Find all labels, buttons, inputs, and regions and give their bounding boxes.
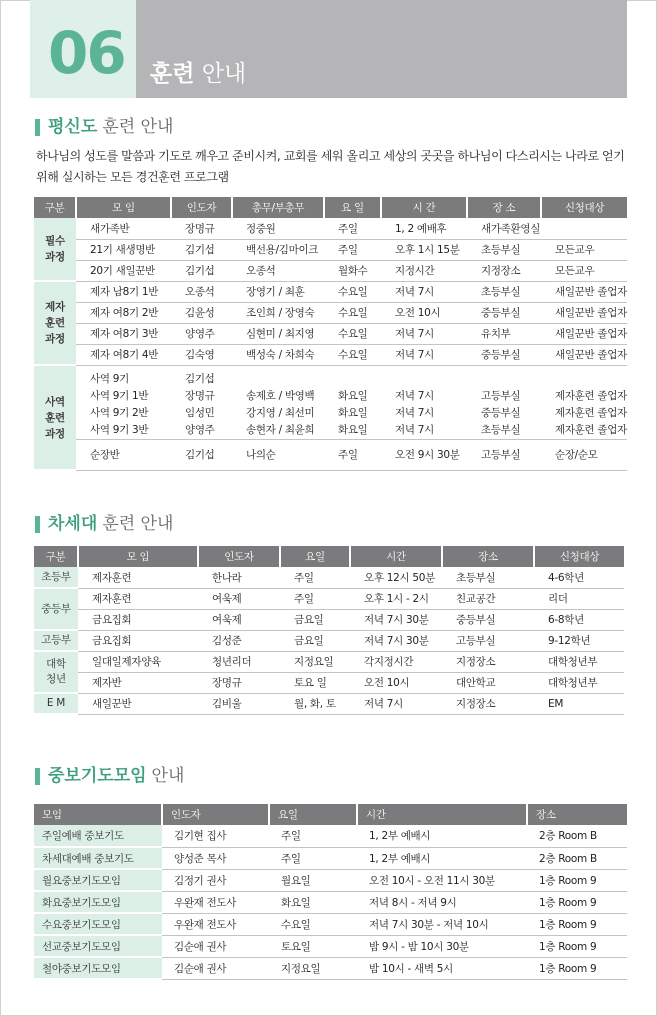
table-cell [541, 218, 627, 239]
table-cell: 청년리더 [198, 651, 280, 672]
category-cell: 사역 훈련 과정 [34, 365, 76, 470]
table-cell: 백선용/김마이크 [232, 239, 324, 260]
table-row [34, 439, 627, 470]
table-cell: 대안학교 [442, 672, 534, 693]
section3-title-rest: 안내 [151, 766, 185, 786]
table-cell: 사역 9기 사역 9기 1반 사역 9기 2반 사역 9기 3반 [76, 365, 171, 439]
table-cell: 오종석 [171, 281, 232, 302]
table-cell: 대학청년부 [534, 672, 624, 693]
section1-title [35, 116, 173, 138]
table-cell: 새일꾼반 졸업자 [541, 281, 627, 302]
table-cell: 여욱제 [198, 609, 280, 630]
table-cell: EM [534, 693, 624, 714]
section3-title-highlight: 중보기도모임 [48, 766, 147, 786]
table-header-row [34, 804, 627, 825]
table-cell: 오전 10시 [381, 302, 467, 323]
table-cell: 제자훈련 졸업자 제자훈련 졸업자 제자훈련 졸업자 [541, 365, 627, 439]
table-cell: 월, 화, 토 [280, 693, 350, 714]
table-cell: 고등부실 [442, 630, 534, 651]
column-header: 인도자 [162, 804, 269, 825]
column-header: 모 임 [78, 546, 198, 567]
table-cell: 수요일 [269, 913, 357, 935]
meeting-name-cell: 주일예배 중보기도 [34, 825, 162, 847]
table-cell: 저녁 7시 저녁 7시 저녁 7시 [381, 365, 467, 439]
table-cell: 금요집회 [78, 609, 198, 630]
table-cell: 장영기 / 최훈 [232, 281, 324, 302]
column-header: 요 일 [324, 197, 381, 218]
table-row [34, 260, 627, 281]
table-row [34, 693, 624, 714]
table-cell: 백성숙 / 차희숙 [232, 344, 324, 365]
table-row [34, 302, 627, 323]
table-cell: 6-8학년 [534, 609, 624, 630]
table-cell: 저녁 7시 30분 [350, 630, 442, 651]
table-cell: 모든교우 [541, 239, 627, 260]
section1-intro: 하나님의 성도를 말씀과 기도로 깨우고 준비시켜, 교회를 세워 올리고 세상의 곳곳을 하나님이 다스리시는 나라로 얻기 위해 실시하는 모든 경건훈련 프로그램 [36, 149, 625, 184]
table-cell: 밤 9시 - 밤 10시 30분 [357, 935, 527, 957]
table-cell: 저녁 7시 [381, 323, 467, 344]
table-cell: 1층 Room 9 [527, 935, 627, 957]
table-cell: 제자훈련 [78, 588, 198, 609]
table-cell: 주일 [280, 567, 350, 588]
table-cell: 저녁 8시 - 저녁 9시 [357, 891, 527, 913]
table-cell: 새일꾼반 졸업자 [541, 323, 627, 344]
table-cell: 저녁 7시 30분 [350, 609, 442, 630]
table-cell: 우완재 전도사 [162, 913, 269, 935]
category-cell: 제자 훈련 과정 [34, 281, 76, 365]
table-cell: 제자 여8기 2반 [76, 302, 171, 323]
meeting-name-cell: 선교중보기도모임 [34, 935, 162, 957]
table-cell: 김기섭 [171, 439, 232, 470]
table-row [34, 609, 624, 630]
table-cell: 고등부실 중등부실 초등부실 [467, 365, 541, 439]
table-cell: 오전 10시 [350, 672, 442, 693]
table-cell: 월요일 [269, 869, 357, 891]
table-row [34, 588, 624, 609]
table-cell: 토요일 [269, 935, 357, 957]
table-cell: 중등부실 [467, 344, 541, 365]
table-row [34, 567, 624, 588]
table-cell: 금요일 [280, 630, 350, 651]
column-header: 모임 [34, 804, 162, 825]
column-header: 시간 [350, 546, 442, 567]
table-cell: 지정장소 [442, 651, 534, 672]
category-cell: 초등부 [34, 567, 78, 588]
table-cell: 대학청년부 [534, 651, 624, 672]
table-cell: 화요일 화요일 화요일 [324, 365, 381, 439]
table-cell: 수요일 [324, 344, 381, 365]
table-row [34, 239, 627, 260]
table-header-row [34, 197, 627, 218]
table-cell: 각지정시간 [350, 651, 442, 672]
table-cell: 송제호 / 박영백 강지영 / 최선미 송현자 / 최윤희 [232, 365, 324, 439]
lay-training-table [34, 197, 627, 471]
intercessory-prayer-table [34, 804, 627, 980]
section3-title [35, 765, 184, 787]
table-cell: 김기섭 [171, 260, 232, 281]
table-cell: 여욱제 [198, 588, 280, 609]
column-header: 요일 [269, 804, 357, 825]
column-header: 장소 [527, 804, 627, 825]
table-cell: 중등부실 [467, 302, 541, 323]
table-cell: 4-6학년 [534, 567, 624, 588]
table-cell: 김기섭 장명규 임성민 양영주 [171, 365, 232, 439]
table-cell: 저녁 7시 [381, 344, 467, 365]
table-cell: 새일꾼반 졸업자 [541, 344, 627, 365]
table-cell: 주일 [269, 825, 357, 847]
table-cell: 조인희 / 장영숙 [232, 302, 324, 323]
table-header-row [34, 546, 624, 567]
header-number: 06 [48, 19, 125, 87]
table-cell: 금요집회 [78, 630, 198, 651]
category-cell: E M [34, 693, 78, 714]
table-cell: 새가족반 [76, 218, 171, 239]
table-cell: 김숙영 [171, 344, 232, 365]
table-cell: 주일 [269, 847, 357, 869]
table-cell: 나의순 [232, 439, 324, 470]
table-cell: 김성준 [198, 630, 280, 651]
table-cell: 김윤성 [171, 302, 232, 323]
table-cell: 1층 Room 9 [527, 957, 627, 979]
category-cell: 중등부 [34, 588, 78, 630]
table-cell: 양영주 [171, 323, 232, 344]
table-cell: 장명규 [171, 218, 232, 239]
table-row [34, 869, 627, 891]
table-cell: 정중원 [232, 218, 324, 239]
table-cell: 김기섭 [171, 239, 232, 260]
table-cell: 오후 12시 50분 [350, 567, 442, 588]
category-cell: 대학 청년 [34, 651, 78, 693]
table-cell: 오전 9시 30분 [381, 439, 467, 470]
table-cell: 유치부 [467, 323, 541, 344]
table-row [34, 825, 627, 847]
table-cell: 새일꾼반 [78, 693, 198, 714]
table-cell: 제자 남8기 1반 [76, 281, 171, 302]
column-header: 시 간 [381, 197, 467, 218]
category-cell: 고등부 [34, 630, 78, 651]
table-cell: 월화수 [324, 260, 381, 281]
table-cell: 지정요일 [269, 957, 357, 979]
section1-title-rest: 훈련 안내 [102, 117, 174, 137]
header-title [150, 58, 246, 90]
table-cell: 리더 [534, 588, 624, 609]
table-cell: 김기현 집사 [162, 825, 269, 847]
table-cell: 김비울 [198, 693, 280, 714]
table-cell: 21기 새생명반 [76, 239, 171, 260]
table-row [34, 281, 627, 302]
table-cell: 김정기 권사 [162, 869, 269, 891]
column-header: 장 소 [467, 197, 541, 218]
table-cell: 모든교우 [541, 260, 627, 281]
column-header: 구분 [34, 197, 76, 218]
table-cell: 수요일 [324, 302, 381, 323]
table-cell: 토요 일 [280, 672, 350, 693]
table-cell: 중등부실 [442, 609, 534, 630]
table-cell: 1층 Room 9 [527, 869, 627, 891]
table-cell: 오종석 [232, 260, 324, 281]
table-cell: 김순애 권사 [162, 957, 269, 979]
section-marker-icon [35, 119, 40, 136]
column-header: 시간 [357, 804, 527, 825]
table-cell: 주일 [280, 588, 350, 609]
table-cell: 금요일 [280, 609, 350, 630]
table-row [34, 913, 627, 935]
table-cell: 주일 [324, 239, 381, 260]
column-header: 인도자 [198, 546, 280, 567]
column-header: 장소 [442, 546, 534, 567]
column-header: 총무/부총무 [232, 197, 324, 218]
column-header: 모 임 [76, 197, 171, 218]
table-cell: 지정장소 [467, 260, 541, 281]
table-cell: 오후 1시 - 2시 [350, 588, 442, 609]
section2-title-rest: 훈련 안내 [102, 514, 174, 534]
table-row [34, 935, 627, 957]
table-cell: 2층 Room B [527, 847, 627, 869]
table-cell: 1, 2 예배후 [381, 218, 467, 239]
table-row [34, 323, 627, 344]
table-cell: 저녁 7시 [381, 281, 467, 302]
table-cell: 제자 여8기 4반 [76, 344, 171, 365]
table-cell: 순장반 [76, 439, 171, 470]
table-row [34, 344, 627, 365]
table-cell: 오후 1시 15분 [381, 239, 467, 260]
table-cell: 일대일제자양육 [78, 651, 198, 672]
table-cell: 1층 Room 9 [527, 913, 627, 935]
table-cell: 화요일 [269, 891, 357, 913]
table-cell: 1, 2부 예배시 [357, 825, 527, 847]
table-cell: 지정장소 [442, 693, 534, 714]
table-cell: 오전 10시 - 오전 11시 30분 [357, 869, 527, 891]
next-gen-training-table [34, 546, 624, 715]
table-row [34, 847, 627, 869]
table-cell: 1층 Room 9 [527, 891, 627, 913]
table-cell: 새가족환영실 [467, 218, 541, 239]
table-cell: 새일꾼반 졸업자 [541, 302, 627, 323]
column-header: 구분 [34, 546, 78, 567]
table-row [34, 630, 624, 651]
table-cell: 수요일 [324, 323, 381, 344]
table-row [34, 672, 624, 693]
column-header: 요일 [280, 546, 350, 567]
section-marker-icon [35, 516, 40, 533]
table-cell: 심현미 / 최지영 [232, 323, 324, 344]
table-cell: 제자 여8기 3반 [76, 323, 171, 344]
table-cell: 수요일 [324, 281, 381, 302]
table-cell: 한나라 [198, 567, 280, 588]
table-cell: 제자반 [78, 672, 198, 693]
table-cell: 초등부실 [467, 281, 541, 302]
table-cell: 지정요일 [280, 651, 350, 672]
table-cell: 제자훈련 [78, 567, 198, 588]
meeting-name-cell: 차세대예배 중보기도 [34, 847, 162, 869]
column-header: 신청대상 [541, 197, 627, 218]
section1-title-highlight: 평신도 [48, 117, 98, 137]
table-cell: 우완재 전도사 [162, 891, 269, 913]
meeting-name-cell: 월요중보기도모임 [34, 869, 162, 891]
meeting-name-cell: 수요중보기도모임 [34, 913, 162, 935]
table-cell: 밤 10시 - 새벽 5시 [357, 957, 527, 979]
table-cell: 초등부실 [467, 239, 541, 260]
table-cell: 양성준 목사 [162, 847, 269, 869]
table-row [34, 218, 627, 239]
table-cell: 장명규 [198, 672, 280, 693]
table-cell: 주일 [324, 439, 381, 470]
table-row [34, 891, 627, 913]
table-row [34, 365, 627, 439]
category-cell: 필수 과정 [34, 218, 76, 281]
table-cell: 고등부실 [467, 439, 541, 470]
table-cell: 1, 2부 예배시 [357, 847, 527, 869]
meeting-name-cell: 화요중보기도모임 [34, 891, 162, 913]
column-header: 신청대상 [534, 546, 624, 567]
header-title-bold: 훈련 [150, 61, 195, 87]
table-cell: 지정시간 [381, 260, 467, 281]
header-title-rest: 안내 [201, 61, 247, 87]
table-cell: 저녁 7시 [350, 693, 442, 714]
section-marker-icon [35, 768, 40, 785]
table-row [34, 651, 624, 672]
table-cell: 순장/순모 [541, 439, 627, 470]
table-row [34, 957, 627, 979]
section2-title [35, 513, 173, 535]
table-cell: 친교공간 [442, 588, 534, 609]
column-header: 인도자 [171, 197, 232, 218]
table-cell: 2층 Room B [527, 825, 627, 847]
table-cell: 20기 새일꾼반 [76, 260, 171, 281]
table-cell: 저녁 7시 30분 - 저녁 10시 [357, 913, 527, 935]
table-cell: 9-12학년 [534, 630, 624, 651]
table-cell: 주일 [324, 218, 381, 239]
meeting-name-cell: 철야중보기도모임 [34, 957, 162, 979]
section2-title-highlight: 차세대 [48, 514, 98, 534]
table-cell: 초등부실 [442, 567, 534, 588]
table-cell: 김순애 권사 [162, 935, 269, 957]
